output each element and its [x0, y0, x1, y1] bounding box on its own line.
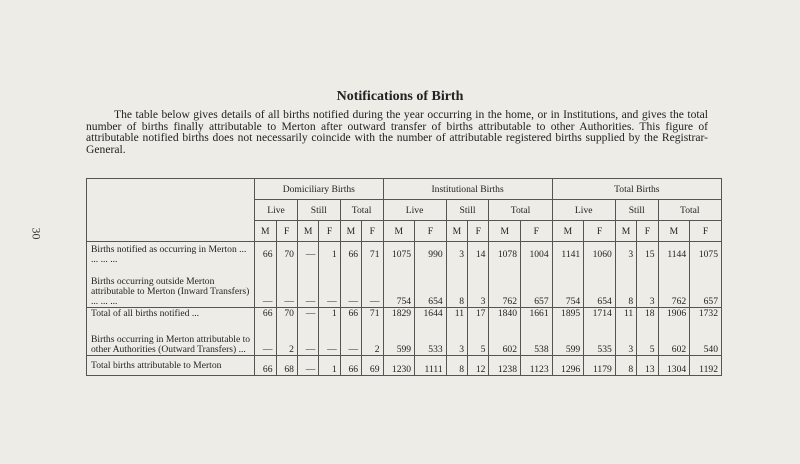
table-cell: — — [255, 320, 276, 356]
table-row — [87, 308, 722, 320]
group-header-row — [87, 179, 722, 200]
sex-header: F — [415, 221, 447, 242]
table-cell: 1075 — [690, 242, 722, 268]
sex-header: M — [446, 221, 467, 242]
table-cell: 3 — [637, 268, 658, 308]
table-cell: 1296 — [552, 356, 584, 376]
table-cell: 654 — [415, 268, 447, 308]
subgroup-header: Total — [658, 200, 721, 221]
table-cell: — — [297, 356, 318, 376]
table-cell: 5 — [468, 320, 489, 356]
sex-header: M — [552, 221, 584, 242]
table-cell: 8 — [615, 268, 636, 308]
table-cell: 1 — [319, 242, 340, 268]
sex-header: F — [521, 221, 553, 242]
table-cell: 66 — [255, 242, 276, 268]
subgroup-header: Live — [255, 200, 298, 221]
table-cell: 13 — [637, 356, 658, 376]
table-cell: 12 — [468, 356, 489, 376]
sex-header: F — [584, 221, 616, 242]
table-cell: — — [362, 268, 383, 308]
table-cell: 18 — [637, 308, 658, 320]
table-cell: 1304 — [658, 356, 690, 376]
table-cell: 1141 — [552, 242, 584, 268]
table-cell: 602 — [658, 320, 690, 356]
sex-header: M — [297, 221, 318, 242]
table-cell: 14 — [468, 242, 489, 268]
table-cell: 8 — [446, 268, 467, 308]
table-cell: 66 — [255, 356, 276, 376]
table-cell: 1840 — [489, 308, 521, 320]
table-cell: 70 — [276, 242, 297, 268]
table-cell: 1004 — [521, 242, 553, 268]
table-cell: 1732 — [690, 308, 722, 320]
sex-header: M — [658, 221, 690, 242]
table-cell: 538 — [521, 320, 553, 356]
table-cell: 1829 — [383, 308, 415, 320]
table-cell: 11 — [615, 308, 636, 320]
births-table — [86, 178, 722, 376]
table-cell: 5 — [637, 320, 658, 356]
table-cell: 599 — [383, 320, 415, 356]
intro-text: The table below gives details of all births notified during the year occurring in the home, or in Institutions, and gives the total number of births finally attributable to Merton after outward transfer of births attributable to other Authorities. This figure of attributable notified births does not necessarily coincide with the number of attributable registered births supplied by the Registrar-General. — [86, 108, 708, 156]
table-cell: 762 — [489, 268, 521, 308]
subgroup-header: Still — [446, 200, 489, 221]
row-label: Births occurring outside Merton attributable to Merton (Inward Transfers) ... ... ... — [87, 268, 255, 308]
table-cell: 990 — [415, 242, 447, 268]
table-cell: 533 — [415, 320, 447, 356]
sex-header: F — [362, 221, 383, 242]
table-cell: 1661 — [521, 308, 553, 320]
table-cell: 599 — [552, 320, 584, 356]
table-cell: 1895 — [552, 308, 584, 320]
table-cell: — — [255, 268, 276, 308]
table-cell: 3 — [446, 242, 467, 268]
table-cell: — — [340, 320, 361, 356]
sex-header: F — [276, 221, 297, 242]
subgroup-header: Total — [489, 200, 552, 221]
table-cell: 66 — [340, 242, 361, 268]
table-cell: 1238 — [489, 356, 521, 376]
row-label: Births occurring in Merton attributable to other Authorities (Outward Transfers) ... — [87, 320, 255, 356]
table-cell: 3 — [615, 242, 636, 268]
sex-header: F — [690, 221, 722, 242]
table-cell: — — [319, 320, 340, 356]
sex-header: F — [319, 221, 340, 242]
table-row — [87, 320, 722, 356]
group-header: Domiciliary Births — [255, 179, 383, 200]
table-cell: 8 — [615, 356, 636, 376]
row-label: Total of all births notified ... — [87, 308, 255, 320]
group-header: Total Births — [552, 179, 721, 200]
table-cell: 602 — [489, 320, 521, 356]
table-cell: 762 — [658, 268, 690, 308]
sex-header: M — [340, 221, 361, 242]
table-cell: 1179 — [584, 356, 616, 376]
table-cell: 71 — [362, 242, 383, 268]
table-cell: 17 — [468, 308, 489, 320]
corner-cell — [87, 179, 255, 242]
sex-header: F — [637, 221, 658, 242]
table-cell: 1192 — [690, 356, 722, 376]
table-cell: 1230 — [383, 356, 415, 376]
subgroup-header: Live — [552, 200, 615, 221]
table-cell: 654 — [584, 268, 616, 308]
table-cell: 66 — [340, 308, 361, 320]
table-cell: — — [340, 268, 361, 308]
table-cell: 1123 — [521, 356, 553, 376]
table-cell: 535 — [584, 320, 616, 356]
table-cell: 1714 — [584, 308, 616, 320]
table-cell: 657 — [690, 268, 722, 308]
table-cell: — — [297, 320, 318, 356]
table-cell: 1906 — [658, 308, 690, 320]
table-cell: 2 — [362, 320, 383, 356]
table-cell: — — [276, 268, 297, 308]
table-cell: 2 — [276, 320, 297, 356]
table-cell: 66 — [340, 356, 361, 376]
table-cell: — — [319, 268, 340, 308]
sex-header: M — [489, 221, 521, 242]
table-cell: 68 — [276, 356, 297, 376]
table-cell: 1111 — [415, 356, 447, 376]
table-row — [87, 356, 722, 376]
group-header: Institutional Births — [383, 179, 552, 200]
table-cell: — — [297, 268, 318, 308]
table-cell: 754 — [383, 268, 415, 308]
page-number: 30 — [29, 227, 44, 240]
sex-header: F — [468, 221, 489, 242]
table-cell: 540 — [690, 320, 722, 356]
table-cell: 3 — [468, 268, 489, 308]
subgroup-header: Still — [615, 200, 658, 221]
table-cell: 1 — [319, 308, 340, 320]
table-cell: 66 — [255, 308, 276, 320]
subgroup-header: Still — [297, 200, 340, 221]
sex-header: M — [255, 221, 276, 242]
table-cell: 15 — [637, 242, 658, 268]
sex-header: M — [383, 221, 415, 242]
table-cell: — — [297, 308, 318, 320]
table-cell: 71 — [362, 308, 383, 320]
table-cell: 1 — [319, 356, 340, 376]
row-label: Births notified as occurring in Merton ... ... ... ... — [87, 242, 255, 268]
table-cell: 754 — [552, 268, 584, 308]
table-cell: — — [297, 242, 318, 268]
table-cell: 657 — [521, 268, 553, 308]
page-title: Notifications of Birth — [336, 89, 464, 104]
table-cell: 1644 — [415, 308, 447, 320]
sex-header: M — [615, 221, 636, 242]
table-cell: 1078 — [489, 242, 521, 268]
table-cell: 3 — [615, 320, 636, 356]
table-cell: 8 — [446, 356, 467, 376]
table-cell: 69 — [362, 356, 383, 376]
table-cell: 11 — [446, 308, 467, 320]
intro-paragraph — [86, 109, 708, 155]
table-cell: 1075 — [383, 242, 415, 268]
subgroup-header: Live — [383, 200, 446, 221]
table-row — [87, 242, 722, 268]
table-cell: 1060 — [584, 242, 616, 268]
table-cell: 1144 — [658, 242, 690, 268]
table-row — [87, 268, 722, 308]
table-cell: 3 — [446, 320, 467, 356]
table-cell: 70 — [276, 308, 297, 320]
subgroup-header: Total — [340, 200, 383, 221]
row-label: Total births attributable to Merton — [87, 356, 255, 376]
